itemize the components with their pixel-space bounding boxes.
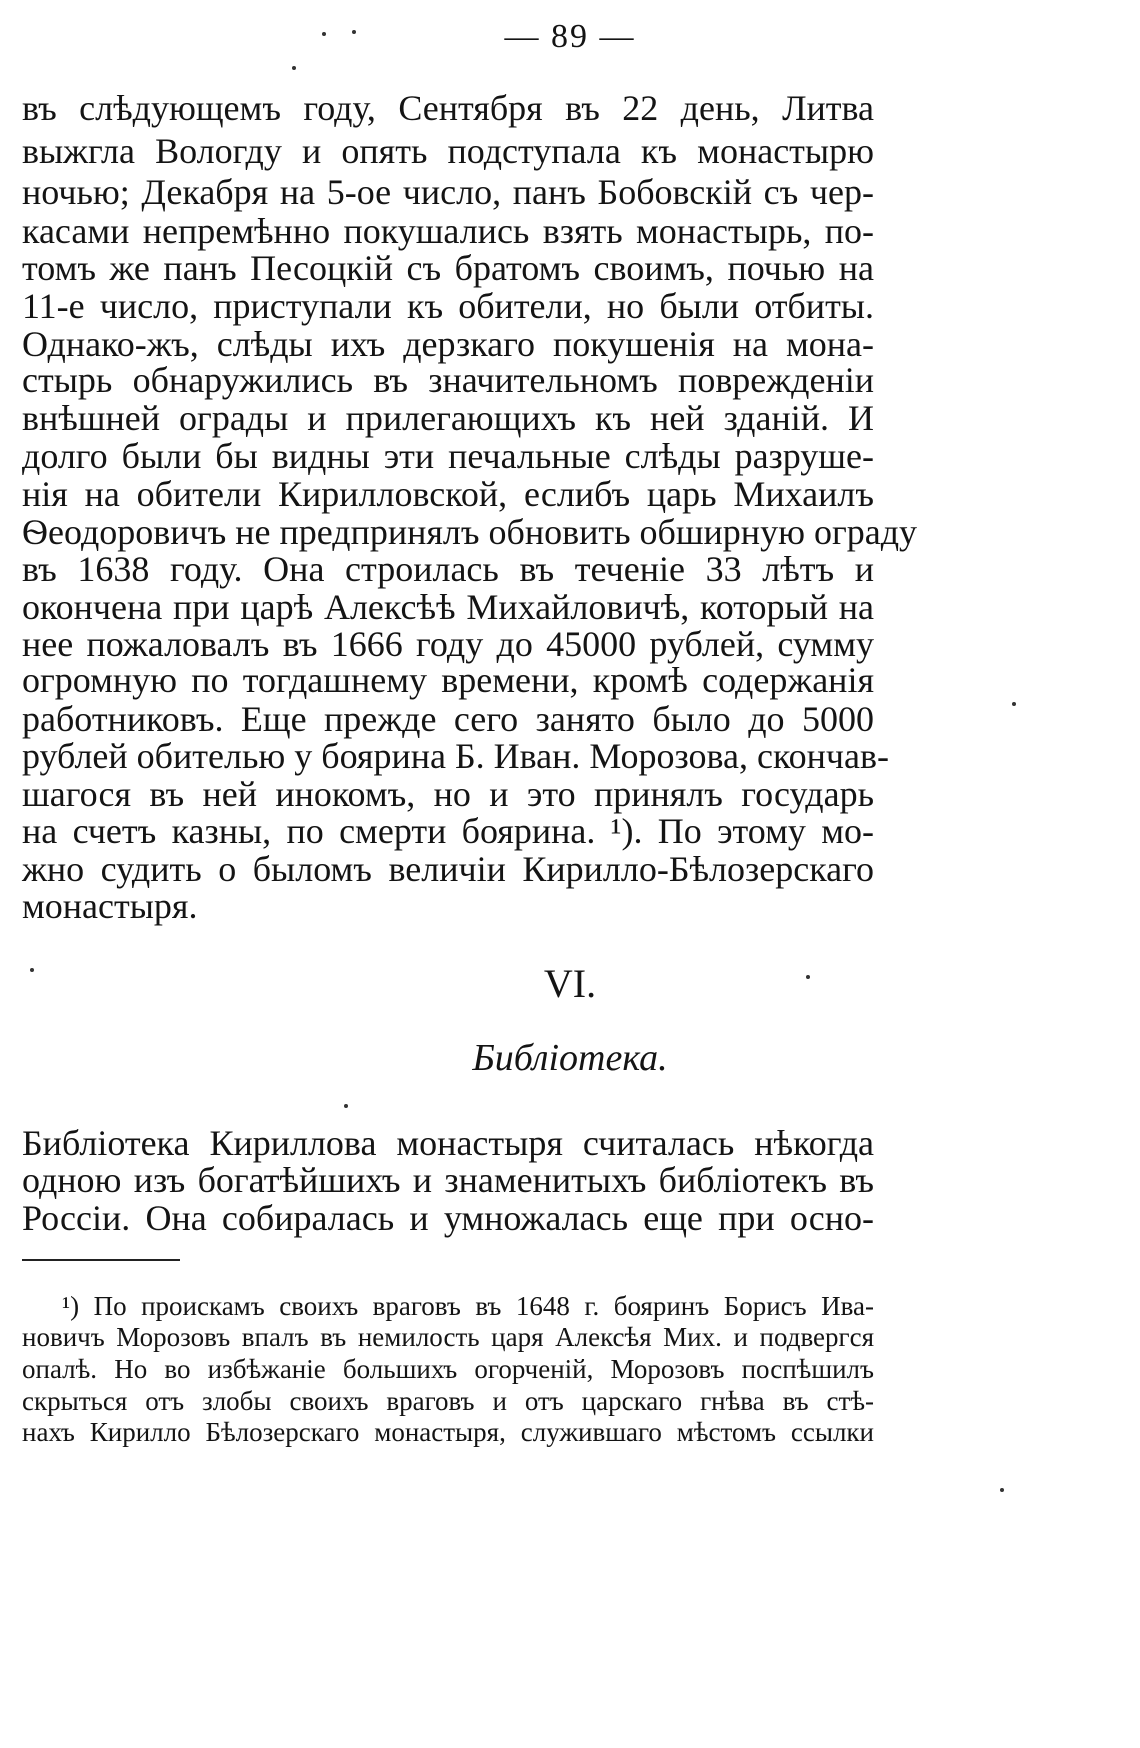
footnote-line: нахъ Кирилло Бѣлозерскаго монастыря, служившаго мѣстомъ ссылки: [22, 1417, 874, 1447]
footnote-line: скрыться отъ злобы своихъ враговъ и отъ царскаго гнѣва въ стѣ-: [22, 1386, 874, 1416]
body-line: 11-е число, приступали къ обители, но были отбиты.: [22, 286, 874, 326]
body-line: въ слѣдующемъ году, Сентября въ 22 день, Литва: [22, 88, 874, 128]
body-line: работниковъ. Еще прежде сего занято было до 5000: [22, 699, 874, 739]
body-line: въ 1638 году. Она строилась въ теченіе 33 лѣтъ и: [22, 549, 874, 589]
print-speck: [322, 32, 326, 36]
section-line: Россіи. Она собиралась и умножалась еще при осно-: [22, 1198, 874, 1238]
body-line: нія на обители Кирилловской, еслибъ царь Михаилъ: [22, 474, 874, 514]
section-line: одною изъ богатѣйшихъ и знаменитыхъ библіотекъ въ: [22, 1160, 874, 1200]
body-line: Ѳеодоровичъ не предпринялъ обновить обширную ограду: [22, 512, 918, 552]
body-line: окончена при царѣ Алексѣѣ Михайловичѣ, который на: [22, 587, 874, 627]
print-speck: [806, 975, 810, 979]
print-speck: [1012, 702, 1016, 706]
print-speck: [352, 30, 356, 34]
body-line: на счетъ казны, по смерти боярина. ¹). По этому мо-: [22, 811, 874, 851]
body-line: монастыря.: [22, 886, 198, 926]
body-line: томъ же панъ Песоцкій съ братомъ своимъ, почью на: [22, 248, 874, 288]
body-line: жно судить о быломъ величіи Кирилло-Бѣлозерскаго: [22, 849, 874, 889]
body-line: долго были бы видны эти печальные слѣды разруше-: [22, 436, 874, 476]
print-speck: [1000, 1488, 1004, 1492]
footnote-line: новичъ Морозовъ впалъ въ немилость царя Алексѣя Мих. и подвергся: [22, 1322, 874, 1352]
body-line: шагося въ ней инокомъ, но и это принялъ государь: [22, 774, 874, 814]
print-speck: [292, 66, 296, 70]
body-line: нее пожаловалъ въ 1666 году до 45000 рублей, сумму: [22, 624, 874, 664]
body-line: Однако-жъ, слѣды ихъ дерзкаго покушенія на мона-: [22, 324, 874, 364]
footnote-line: ¹) По проискамъ своихъ враговъ въ 1648 г. бояринъ Борисъ Ива-: [62, 1291, 874, 1321]
body-line: выжгла Вологду и опять подступала къ монастырю: [22, 131, 874, 171]
section-title: Библіотека.: [472, 1037, 668, 1079]
body-line: внѣшней ограды и прилегающихъ къ ней зданій. И: [22, 398, 874, 438]
footnote-line: опалѣ. Но во избѣжаніе большихъ огорченій, Морозовъ поспѣшилъ: [22, 1354, 874, 1384]
footnote-divider: [22, 1259, 180, 1261]
page-number: — 89 —: [504, 18, 636, 55]
print-speck: [30, 968, 34, 972]
body-line: огромную по тогдашнему времени, кромѣ содержанія: [22, 660, 874, 700]
print-speck: [344, 1104, 348, 1108]
section-number: VI.: [543, 961, 597, 1006]
body-line: ночью; Декабря на 5-ое число, панъ Бобовскій съ чер-: [22, 172, 874, 212]
body-line: рублей обителью у боярина Б. Иван. Морозова, скончав-: [22, 736, 889, 776]
body-line: касами непремѣнно покушались взять монастырь, по-: [22, 211, 874, 251]
section-line: Библіотека Кириллова монастыря считалась нѣкогда: [22, 1123, 874, 1163]
body-line: стырь обнаружились въ значительномъ поврежденіи: [22, 360, 874, 400]
